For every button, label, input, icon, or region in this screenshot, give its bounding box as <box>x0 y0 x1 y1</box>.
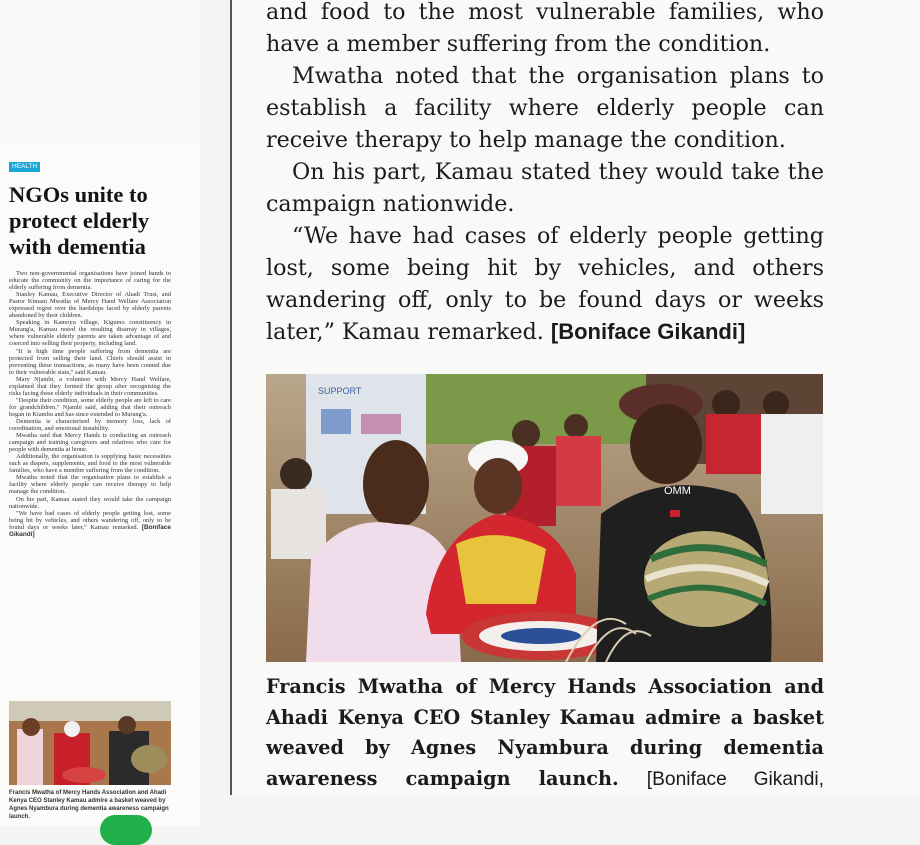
thumbnail-paragraph: Speaking in Kamoyu village, Kigumo constituency in Murang'a, Kamau noted the resulting disarray in villages, where vulnerable elderly parents are taken advantage of and coerced into selling their property, including land. <box>9 319 171 348</box>
thumbnail-paragraph: "Despite their condition, some elderly people are left to care for grandchildren," Njambi said, adding that their outreach began in Kiambu and has since extended to Murang'a. <box>9 396 171 418</box>
article-body <box>266 0 824 348</box>
article-paragraph: and food to the most vulnerable families, who have a member suffering from the condition. <box>266 0 824 57</box>
thumbnail-paragraph: Stanley Kamau, Executive Director of Ahadi Trust, and Pastor Kimani Mwatha of Mercy Hand Welfare Association expressed regret over the hardships faced by elderly parents abandoned by their children. <box>9 291 171 320</box>
thumbnail-paragraph: Additionally, the organisation is supplying basic necessities such as diapers, supplements, and food to the most vulnerable families, who have a member suffering from the condition. <box>9 453 171 475</box>
banner-text: SUPPORT <box>318 386 362 396</box>
article-quote: “We have had cases of elderly people getting lost, some being hit by vehicles, and others wandering off, only to be found days or weeks later,” Kamau remarked. <box>266 223 824 345</box>
thumbnail-credit: [Boniface Gikandi] <box>9 523 171 538</box>
article-quote-paragraph <box>266 220 824 348</box>
section-tag: HEALTH <box>9 162 40 172</box>
article-paragraph: Mwatha noted that the organisation plans to establish a facility where elderly people can receive therapy to help manage the condition. <box>266 63 824 153</box>
article-paragraph: On his part, Kamau stated they would take the campaign nationwide. <box>266 159 824 217</box>
article-credit: [Boniface Gikandi] <box>550 319 746 344</box>
thumbnail-paragraph: Mwatha noted that the organisation plans to establish a facility where elderly people can receive therapy to help manage the condition. <box>9 474 171 496</box>
caption-text: Francis Mwatha of Mercy Hands Association and Ahadi Kenya CEO Stanley Kamau admire a basket weaved by Agnes Nyambura during dementia awareness campaign launch. <box>266 675 824 790</box>
thumbnail-quote: "We have had cases of elderly people getting lost, some being hit by vehicles, and others wandering off, only to be found days or weeks later," Kamau remarked. <box>9 509 171 531</box>
thumbnail-paragraph: On his part, Kamau stated they would take the campaign nationwide. <box>9 495 171 510</box>
thumbnail-body <box>9 270 171 538</box>
photo-credit: [Boniface Gikandi, <box>646 768 824 790</box>
thumbnail-caption: Francis Mwatha of Mercy Hands Association and Ahadi Kenya CEO Stanley Kamau admire a basket weaved by Agnes Nyambura during dementia awareness campaign launch. <box>9 790 169 820</box>
thumbnail-paragraph: "It is high time people suffering from dementia are protected from selling their land. Chiefs should assist in preventing these transactions, as many have been conned due to their vulnerable state," said Kamau. <box>9 347 171 376</box>
column-divider <box>230 0 232 795</box>
thumbnail-paragraph: Mwatha said that Mercy Hands is conducting an outreach campaign and training caregivers and relatives who care for people with dementia at home. <box>9 432 171 454</box>
shirt-text: OMM <box>664 485 691 497</box>
article-thumbnail[interactable] <box>0 148 200 826</box>
thumbnail-photo <box>9 701 171 785</box>
thumbnail-last-paragraph <box>9 510 171 538</box>
app-badge-icon[interactable] <box>100 815 152 845</box>
article-photo <box>266 374 823 662</box>
thumbnail-paragraph: Dementia is characterised by memory loss, lack of coordination, and emotional instability. <box>9 417 171 433</box>
page-bottom-strip <box>200 795 920 826</box>
thumbnail-top-blank <box>0 0 200 148</box>
thumbnail-headline: NGOs unite to protect elderly with dementia <box>9 182 150 259</box>
thumbnail-paragraph: Mary Njambi, a volunteer with Mercy Hand Welfare, explained that they formed the group after recognising the risks facing these elderly individuals in their communities. <box>9 375 171 397</box>
thumbnail-paragraph: Two non-governmental organisations have joined hands to educate the community on the importance of caring for the elderly suffering from dementia. <box>9 270 171 292</box>
